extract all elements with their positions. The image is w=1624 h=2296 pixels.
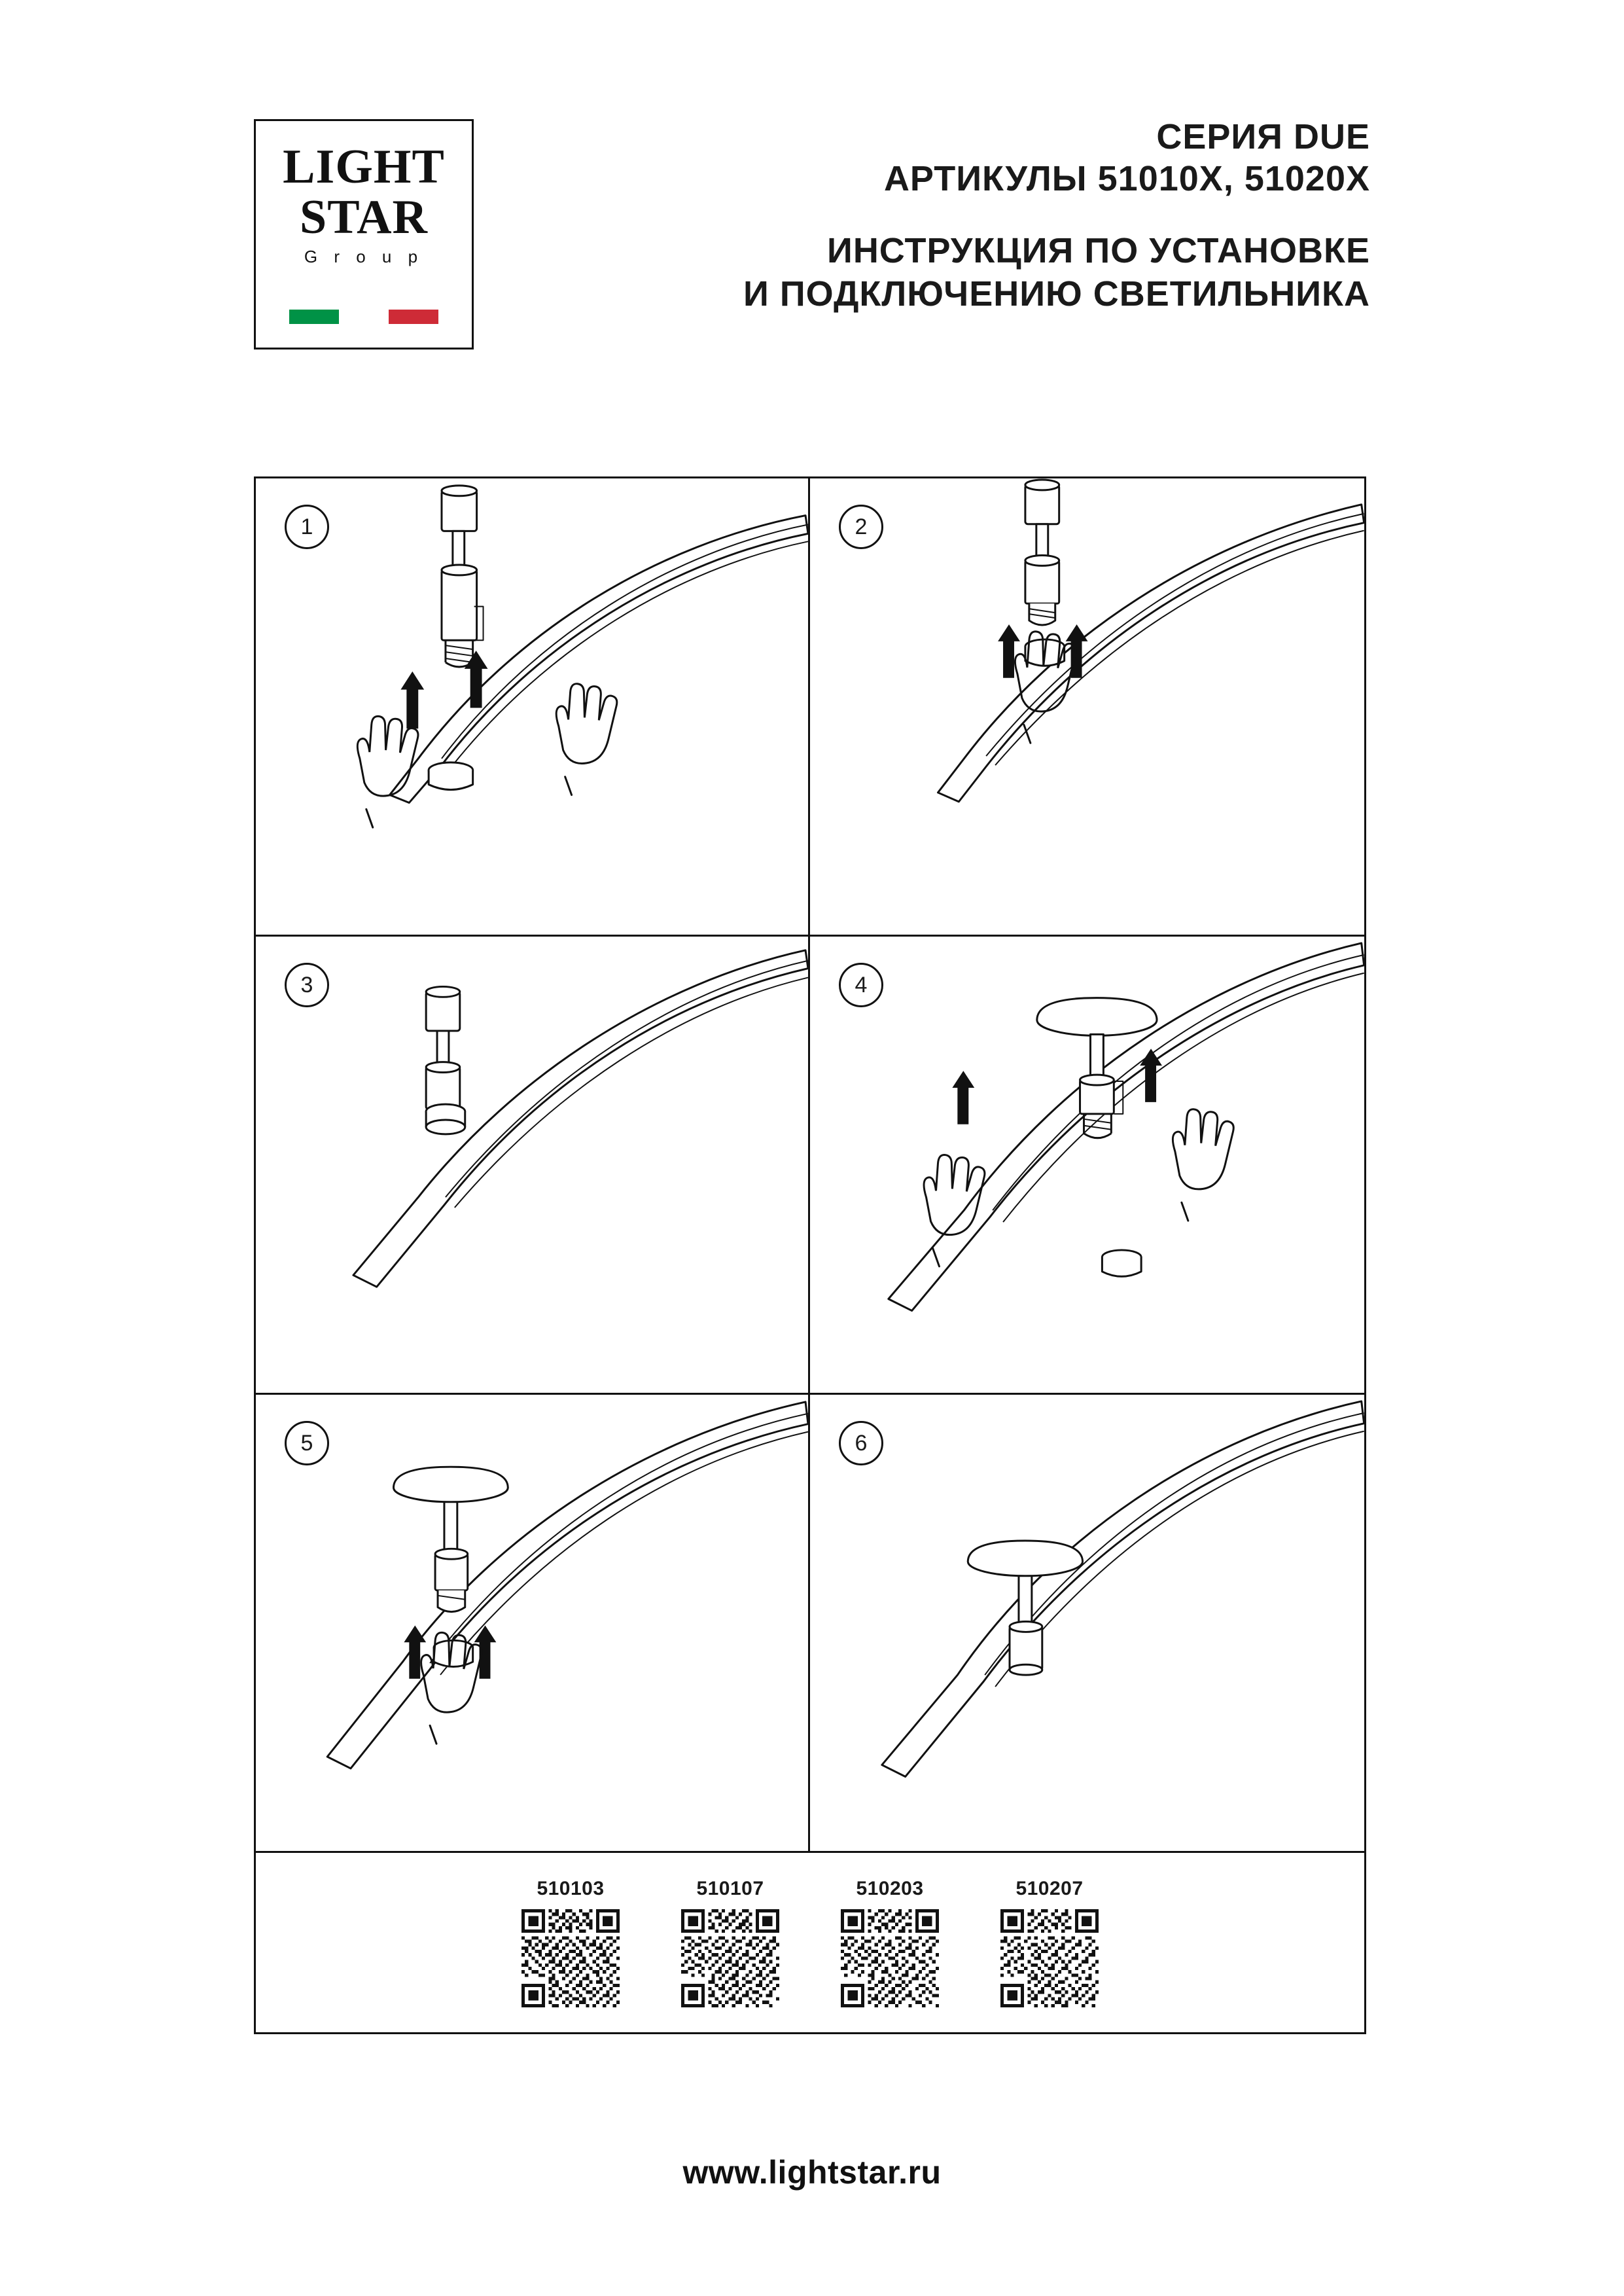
step-row	[256, 478, 1364, 937]
step-panel-5	[256, 1395, 810, 1851]
logo-wordmark	[256, 140, 472, 267]
step-number-badge: 2	[839, 505, 883, 549]
series-title: СЕРИЯ DUE	[1156, 117, 1370, 156]
title-block	[520, 117, 1370, 316]
qr-code-image	[1000, 1909, 1099, 2007]
step-panel-1	[256, 478, 810, 935]
step-4-illustration	[810, 937, 1364, 1393]
website-footer[interactable]: www.lightstar.ru	[682, 2154, 942, 2191]
step-2-illustration	[810, 478, 1364, 935]
qr-code-label: 510203	[856, 1878, 924, 1899]
step-row	[256, 1395, 1364, 1853]
instruction-title-line1: ИНСТРУКЦИЯ ПО УСТАНОВКЕ	[827, 231, 1370, 271]
step-number-badge: 4	[839, 963, 883, 1007]
qr-item	[979, 1878, 1120, 2007]
logo-line-star: STAR	[300, 190, 428, 244]
instruction-step-grid	[254, 476, 1366, 2034]
qr-code-image	[521, 1909, 620, 2007]
step-number-badge: 1	[285, 505, 329, 549]
qr-code-label: 510207	[1015, 1878, 1084, 1899]
logo-line-group: G r o u p	[304, 247, 424, 267]
qr-code-image	[841, 1909, 939, 2007]
logo-line-light: LIGHT	[283, 140, 445, 194]
step-5-illustration	[256, 1395, 808, 1851]
qr-item	[819, 1878, 961, 2007]
step-3-illustration	[256, 937, 808, 1393]
step-6-illustration	[810, 1395, 1364, 1851]
step-panel-4	[810, 937, 1364, 1393]
step-number-badge: 5	[285, 1421, 329, 1465]
qr-code-image	[681, 1909, 779, 2007]
qr-item	[660, 1878, 801, 2007]
step-1-illustration	[256, 478, 808, 935]
step-row	[256, 937, 1364, 1395]
page-header	[0, 0, 1624, 419]
step-panel-6	[810, 1395, 1364, 1851]
step-panel-2	[810, 478, 1364, 935]
instruction-title-line2: И ПОДКЛЮЧЕНИЮ СВЕТИЛЬНИКА	[743, 274, 1370, 314]
step-number-badge: 6	[839, 1421, 883, 1465]
qr-item	[500, 1878, 641, 2007]
step-panel-3	[256, 937, 810, 1393]
logo	[254, 119, 474, 350]
qr-code-label: 510103	[537, 1878, 605, 1899]
qr-code-label: 510107	[696, 1878, 764, 1899]
qr-code-row	[256, 1853, 1364, 2032]
step-number-badge: 3	[285, 963, 329, 1007]
articles-title: АРТИКУЛЫ 51010X, 51020X	[883, 158, 1370, 198]
italian-flag-icon	[289, 310, 438, 324]
